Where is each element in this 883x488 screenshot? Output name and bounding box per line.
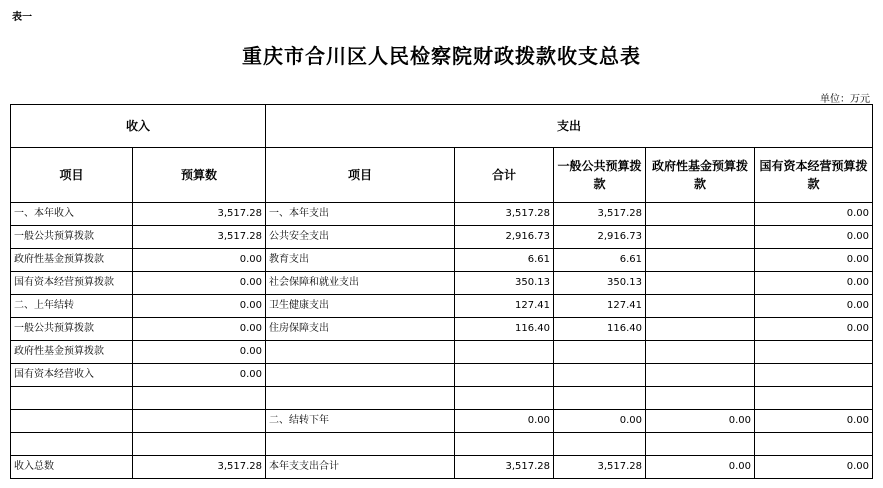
expense-total-cell: [455, 364, 554, 387]
income-value-cell: 0.00: [133, 364, 266, 387]
income-item-cell: 一、本年收入: [11, 203, 133, 226]
income-item-cell: 收入总数: [11, 456, 133, 479]
expense-total-header: 合计: [455, 148, 554, 203]
gov-fund-cell: [646, 226, 755, 249]
gov-fund-cell: [646, 341, 755, 364]
expense-header: 支出: [266, 105, 873, 148]
table-row: [11, 364, 873, 387]
income-value-cell: 0.00: [133, 318, 266, 341]
table-row: [11, 410, 873, 433]
gov-fund-cell: 0.00: [646, 410, 755, 433]
state-capital-cell: 0.00: [755, 456, 873, 479]
income-value-cell: 0.00: [133, 295, 266, 318]
gov-fund-cell: [646, 249, 755, 272]
expense-item-cell: [266, 364, 455, 387]
income-value-cell: 3,517.28: [133, 226, 266, 249]
income-item-cell: 政府性基金预算拨款: [11, 249, 133, 272]
income-item-cell: 一般公共预算拨款: [11, 318, 133, 341]
general-budget-cell: [554, 387, 646, 410]
income-value-cell: 0.00: [133, 272, 266, 295]
income-value-cell: 3,517.28: [133, 456, 266, 479]
expense-item-cell: 社会保障和就业支出: [266, 272, 455, 295]
gov-fund-cell: [646, 295, 755, 318]
state-capital-cell: 0.00: [755, 295, 873, 318]
expense-total-cell: 350.13: [455, 272, 554, 295]
state-capital-cell: 0.00: [755, 272, 873, 295]
table-row: [11, 226, 873, 249]
table-tag: 表一: [12, 12, 32, 23]
gov-fund-cell: [646, 387, 755, 410]
expense-item-cell: 住房保障支出: [266, 318, 455, 341]
gov-fund-cell: [646, 318, 755, 341]
income-value-cell: 3,517.28: [133, 203, 266, 226]
expense-total-cell: [455, 387, 554, 410]
expense-total-cell: 127.41: [455, 295, 554, 318]
state-capital-header: 国有资本经营预算拨款: [755, 148, 873, 203]
income-item-cell: [11, 387, 133, 410]
income-item-header: 项目: [11, 148, 133, 203]
expense-item-cell: [266, 433, 455, 456]
income-budget-header: 预算数: [133, 148, 266, 203]
table-row: [11, 272, 873, 295]
general-budget-cell: 350.13: [554, 272, 646, 295]
table-row: [11, 318, 873, 341]
income-item-cell: 国有资本经营收入: [11, 364, 133, 387]
income-item-cell: [11, 410, 133, 433]
income-item-cell: 二、上年结转: [11, 295, 133, 318]
expense-item-cell: [266, 387, 455, 410]
expense-total-cell: [455, 341, 554, 364]
general-budget-header: 一般公共预算拨款: [554, 148, 646, 203]
table-row: [11, 341, 873, 364]
expense-item-cell: 卫生健康支出: [266, 295, 455, 318]
expense-item-cell: [266, 341, 455, 364]
state-capital-cell: 0.00: [755, 226, 873, 249]
state-capital-cell: 0.00: [755, 410, 873, 433]
budget-table: [10, 104, 873, 479]
general-budget-cell: [554, 433, 646, 456]
general-budget-cell: [554, 364, 646, 387]
expense-item-cell: 教育支出: [266, 249, 455, 272]
expense-total-cell: 6.61: [455, 249, 554, 272]
table-row: [11, 249, 873, 272]
expense-item-cell: 本年支支出合计: [266, 456, 455, 479]
header-row-1: [11, 105, 873, 148]
general-budget-cell: 127.41: [554, 295, 646, 318]
state-capital-cell: 0.00: [755, 318, 873, 341]
table-row: [11, 295, 873, 318]
income-value-cell: [133, 387, 266, 410]
expense-total-cell: 3,517.28: [455, 456, 554, 479]
general-budget-cell: 2,916.73: [554, 226, 646, 249]
state-capital-cell: [755, 387, 873, 410]
expense-total-cell: 3,517.28: [455, 203, 554, 226]
gov-fund-header: 政府性基金预算拨款: [646, 148, 755, 203]
state-capital-cell: 0.00: [755, 249, 873, 272]
table-row: [11, 387, 873, 410]
general-budget-cell: 3,517.28: [554, 203, 646, 226]
gov-fund-cell: [646, 203, 755, 226]
expense-item-cell: 一、本年支出: [266, 203, 455, 226]
general-budget-cell: 0.00: [554, 410, 646, 433]
income-item-cell: 政府性基金预算拨款: [11, 341, 133, 364]
gov-fund-cell: [646, 364, 755, 387]
expense-item-cell: 二、结转下年: [266, 410, 455, 433]
page-title: 重庆市合川区人民检察院财政拨款收支总表: [242, 44, 641, 68]
income-value-cell: 0.00: [133, 341, 266, 364]
general-budget-cell: 6.61: [554, 249, 646, 272]
table-row: [11, 456, 873, 479]
income-item-cell: [11, 433, 133, 456]
gov-fund-cell: [646, 433, 755, 456]
table-row: [11, 203, 873, 226]
expense-total-cell: 0.00: [455, 410, 554, 433]
income-value-cell: [133, 410, 266, 433]
state-capital-cell: 0.00: [755, 203, 873, 226]
general-budget-cell: [554, 341, 646, 364]
expense-item-header: 项目: [266, 148, 455, 203]
income-item-cell: 国有资本经营预算拨款: [11, 272, 133, 295]
expense-total-cell: 116.40: [455, 318, 554, 341]
expense-total-cell: [455, 433, 554, 456]
income-item-cell: 一般公共预算拨款: [11, 226, 133, 249]
expense-item-cell: 公共安全支出: [266, 226, 455, 249]
income-value-cell: 0.00: [133, 249, 266, 272]
table-row: [11, 433, 873, 456]
unit-label: 单位：万元: [820, 94, 870, 105]
gov-fund-cell: 0.00: [646, 456, 755, 479]
income-header: 收入: [11, 105, 266, 148]
gov-fund-cell: [646, 272, 755, 295]
expense-total-cell: 2,916.73: [455, 226, 554, 249]
state-capital-cell: [755, 364, 873, 387]
header-row-2: [11, 148, 873, 203]
state-capital-cell: [755, 341, 873, 364]
state-capital-cell: [755, 433, 873, 456]
general-budget-cell: 116.40: [554, 318, 646, 341]
income-value-cell: [133, 433, 266, 456]
general-budget-cell: 3,517.28: [554, 456, 646, 479]
